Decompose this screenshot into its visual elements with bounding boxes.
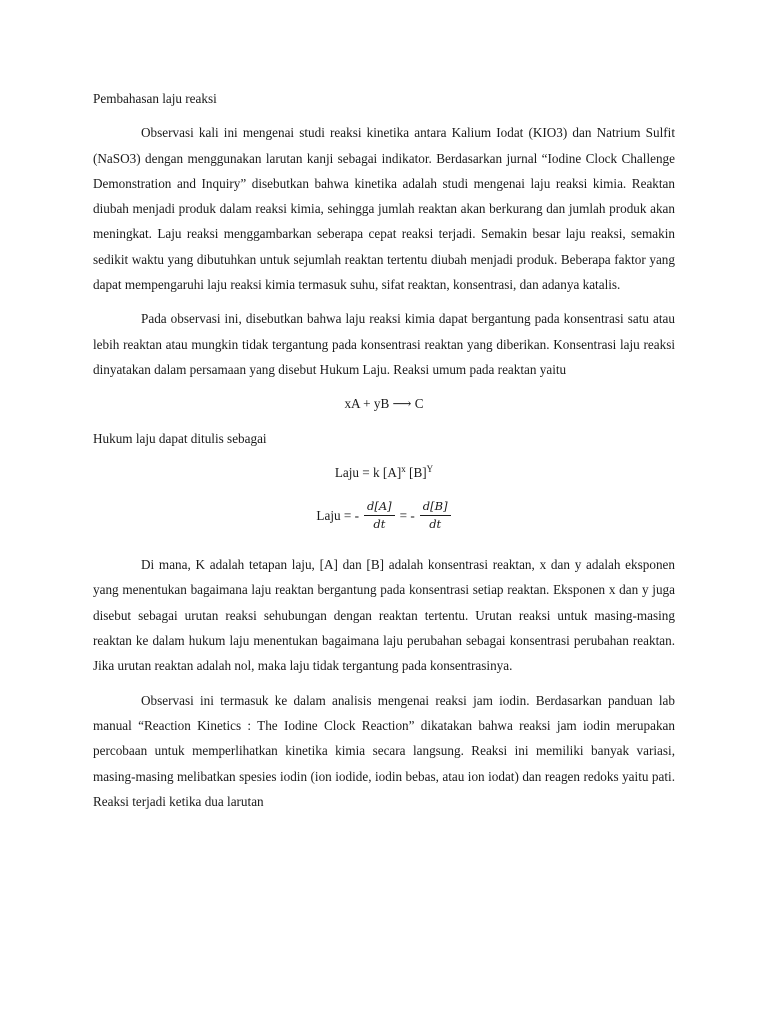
document-page (93, 86, 675, 823)
fraction-denominator: dt (429, 516, 442, 531)
rate-law-exponent-x: x (401, 463, 406, 474)
rate-law-prefix: Laju = k [A] (334, 464, 402, 480)
rate-eq-lhs: Laju = - (316, 507, 359, 523)
reaction-equation: xA + yB ⟶ C (344, 396, 424, 412)
paragraph-iodine-clock: Observasi ini termasuk ke dalam analisis mengenai reaksi jam iodin. Berdasarkan panduan lab manual “Reaction Kinetics : The Iodine Clock Reaction” dikatakan bahwa reaksi jam iodin merupakan percobaan untuk memperlihatkan kinetika kimia secara langsung. Reaksi ini memiliki banyak variasi, masing-masing melibatkan spesies iodin (ion iodide, iodin bebas, atau ion iodat) dan reagen redoks yaitu pati. Reaksi terjadi ketika dua larutan (93, 692, 675, 809)
paragraph-observation: Pada observasi ini, disebutkan bahwa laju reaksi kimia dapat bergantung pada konsentrasi satu atau lebih reaktan atau mungkin tidak tergantung pada konsentrasi reaktan yang diberikan. Konsentrasi laju reaksi dinyatakan dalam persamaan yang disebut Hukum Laju. Reaksi umum pada reaktan yaitu (93, 311, 675, 377)
fraction-dA-dt (364, 499, 395, 532)
rate-eq-mid: = - (399, 507, 415, 523)
rate-law-exponent-y: Y (426, 463, 434, 474)
section-heading: Pembahasan laju reaksi (93, 91, 217, 106)
rate-differential-equation (93, 494, 675, 536)
rate-law-middle: [B] (405, 464, 427, 480)
paragraph-intro: Observasi kali ini mengenai studi reaksi kinetika antara Kalium Iodat (KIO3) dan Natrium Sulfit (NaSO3) dengan menggunakan larutan kanji sebagai indikator. Berdasarkan jurnal “Iodine Clock Challenge Demonstration and Inquiry” disebutkan bahwa kinetika adalah studi mengenai laju reaksi kimia. Reaktan diubah menjadi produk dalam reaksi kimia, sehingga jumlah reaktan akan berkurang dan jumlah produk akan meningkat. Laju reaksi menggambarkan seberapa cepat reaksi terjadi. Semakin besar laju reaksi, semakin sedikit waktu yang dibutuhkan untuk sejumlah reaktan tertentu diubah menjadi produk. Beberapa faktor yang dapat mempengaruhi laju reaksi kimia termasuk suhu, sifat reaktan, konsentrasi, dan adanya katalis. (93, 125, 675, 293)
fraction-dB-dt (420, 499, 451, 532)
paragraph-explanation: Di mana, K adalah tetapan laju, [A] dan [B] adalah konsentrasi reaktan, x dan y adalah eksponen yang menentukan bagaimana laju reaktan bergantung pada konsentrasi setiap reaktan. Eksponen x dan y juga disebut sebagai urutan reaksi sehubungan dengan reaktan tertentu. Urutan reaksi untuk masing-masing reaktan ke dalam hukum laju menentukan bagaimana laju perubahan sebagai konsentrasi perubahan reaktan. Jika urutan reaktan adalah nol, maka laju tidak tergantung pada konsentrasinya. (93, 557, 675, 674)
fraction-denominator: dt (373, 516, 386, 531)
fraction-numerator: d[A] (364, 499, 395, 516)
fraction-numerator: d[B] (420, 499, 451, 516)
rate-law-equation (93, 460, 675, 485)
rate-law-intro: Hukum laju dapat ditulis sebagai (93, 430, 267, 446)
